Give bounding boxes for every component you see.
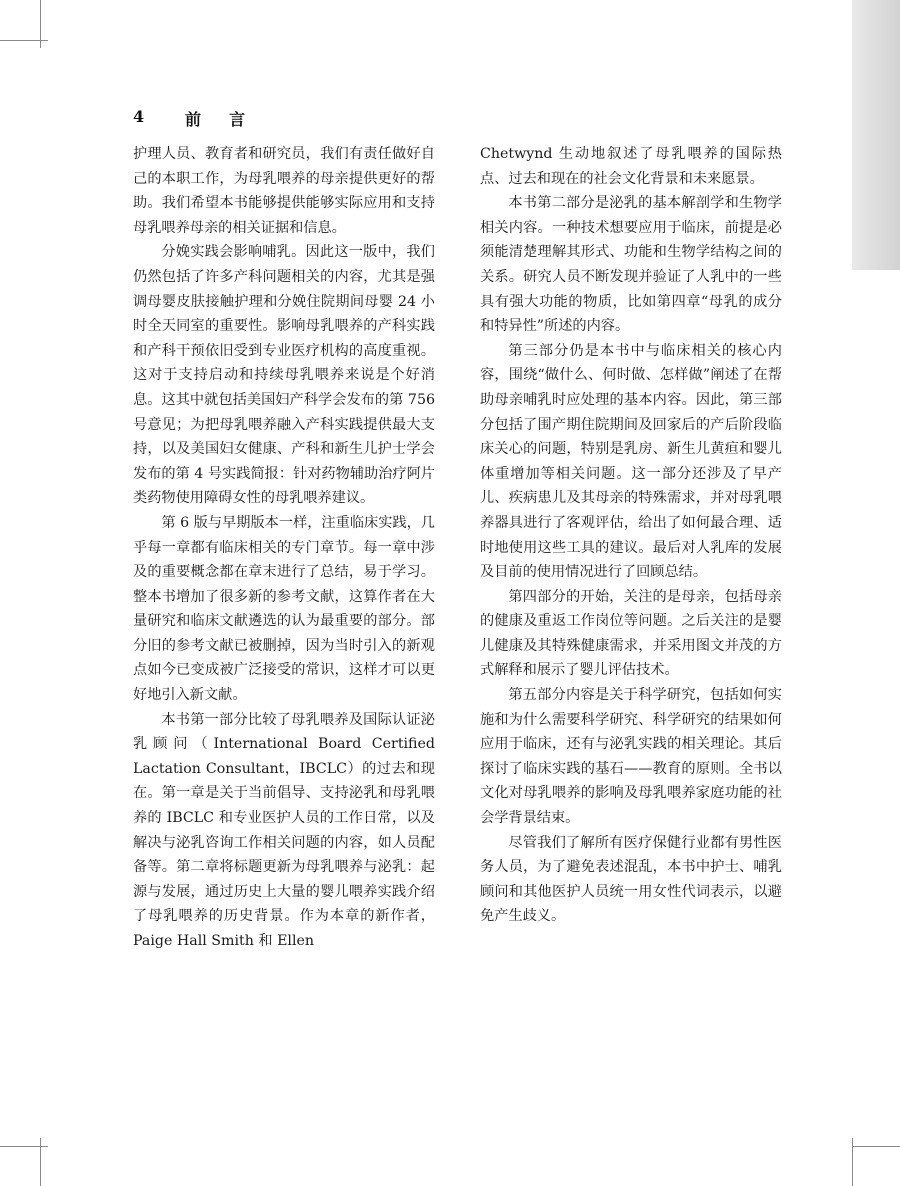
paragraph: 分娩实践会影响哺乳。因此这一版中，我们仍然包括了许多产科问题相关的内容，尤其是强调母婴皮肤接触护理和分娩住院期间母婴 24 小时全天同室的重要性。影响母乳喂养的产科实践和产科干预依旧受到专业医疗机构的高度重视。这对于支持启动和持续母乳喂养来说是个好消息。这其中就包括美国妇产科学会发布的第 756 号意见；为把母乳喂养融入产科实践提供最大支持，以及美国妇女健康、产科和新生儿护士学会发布的第 4 号实践简报：针对药物辅助治疗阿片类药物使用障碍女性的母乳喂养建议。 [133,244,435,507]
paragraph: 护理人员、教育者和研究员，我们有责任做好自己的本职工作，为母乳喂养的母亲提供更好的帮助。我们希望本书能够提供能够实际应用和支持母乳喂养母亲的相关证据和信息。 [133,146,435,236]
left-column [133,142,435,954]
crop-mark [852,1146,900,1147]
chapter-title: 前言 [185,110,274,129]
paragraph: 尽管我们了解所有医疗保健行业都有男性医务人员，为了避免表述混乱，本书中护士、哺乳顾问和其他医护人员统一用女性代词表示，以避免产生歧义。 [480,834,782,925]
paragraph: 本书第二部分是泌乳的基本解剖学和生物学相关内容。一种技术想要应用于临床，前提是必须能清楚理解其形式、功能和生物学结构之间的关系。研究人员不断发现并验证了人乳中的一些具有强大功能的物质，比如第四章“母乳的成分和特异性”所述的内容。 [480,195,782,335]
running-header [133,107,773,131]
page-number: 4 [133,107,145,126]
paragraph: 第四部分的开始，关注的是母亲，包括母亲的健康及重返工作岗位等问题。之后关注的是婴儿健康及其特殊健康需求，并采用图文并茂的方式解释和展示了婴儿评估技术。 [480,588,782,679]
paragraph: Chetwynd 生动地叙述了母乳喂养的国际热点、过去和现在的社会文化背景和未来愿景。 [480,146,782,187]
paragraph: 本书第一部分比较了母乳喂养及国际认证泌乳顾问（International Board Certified Lactation Consultant，IBCLC）的过去和现在。第一章是关于当前倡导、支持泌乳和母乳喂养的 IBCLC 和专业医护人员的工作日常，以及解决与泌乳咨询工作相关问题的内容，如人员配备等。第二章将标题更新为母乳喂养与泌乳：起源与发展，通过历史上大量的婴儿喂养实践介绍了母乳喂养的历史背景。作为本章的新作者，Paige Hall Smith 和 Ellen [133,711,435,949]
thumb-index-tab [852,0,900,270]
paragraph: 第五部分内容是关于科学研究，包括如何实施和为什么需要科学研究、科学研究的结果如何应用于临床，还有与泌乳实践的相关理论。其后探讨了临床实践的基石——教育的原则。全书以文化对母乳喂养的影响及母乳喂养家庭功能的社会学背景结束。 [480,687,782,827]
paragraph: 第三部分仍是本书中与临床相关的核心内容，围绕“做什么、何时做、怎样做”阐述了在帮助母亲哺乳时应处理的基本内容。因此，第三部分包括了围产期住院期间及回家后的产后阶段临床关心的问题，特别是乳房、新生儿黄疸和婴儿体重增加等相关问题。这一部分还涉及了早产儿、疾病患儿及其母亲的特殊需求，并对母乳喂养器具进行了客观评估，给出了如何最合理、适时地使用这些工具的建议。最后对人乳库的发展及目前的使用情况进行了回顾总结。 [480,342,782,581]
crop-mark [0,1146,48,1147]
crop-mark [0,40,48,41]
paragraph: 第 6 版与早期版本一样，注重临床实践，几乎每一章都有临床相关的专门章节。每一章中涉及的重要概念都在章末进行了总结，易于学习。整本书增加了很多新的参考文献，这算作者在大量研究和临床文献遴选的认为最重要的部分。部分旧的参考文献已被删掉，因为当时引入的新观点如今已变成被广泛接受的常识，这样才可以更好地引入新文献。 [133,514,435,704]
right-column [480,142,782,929]
